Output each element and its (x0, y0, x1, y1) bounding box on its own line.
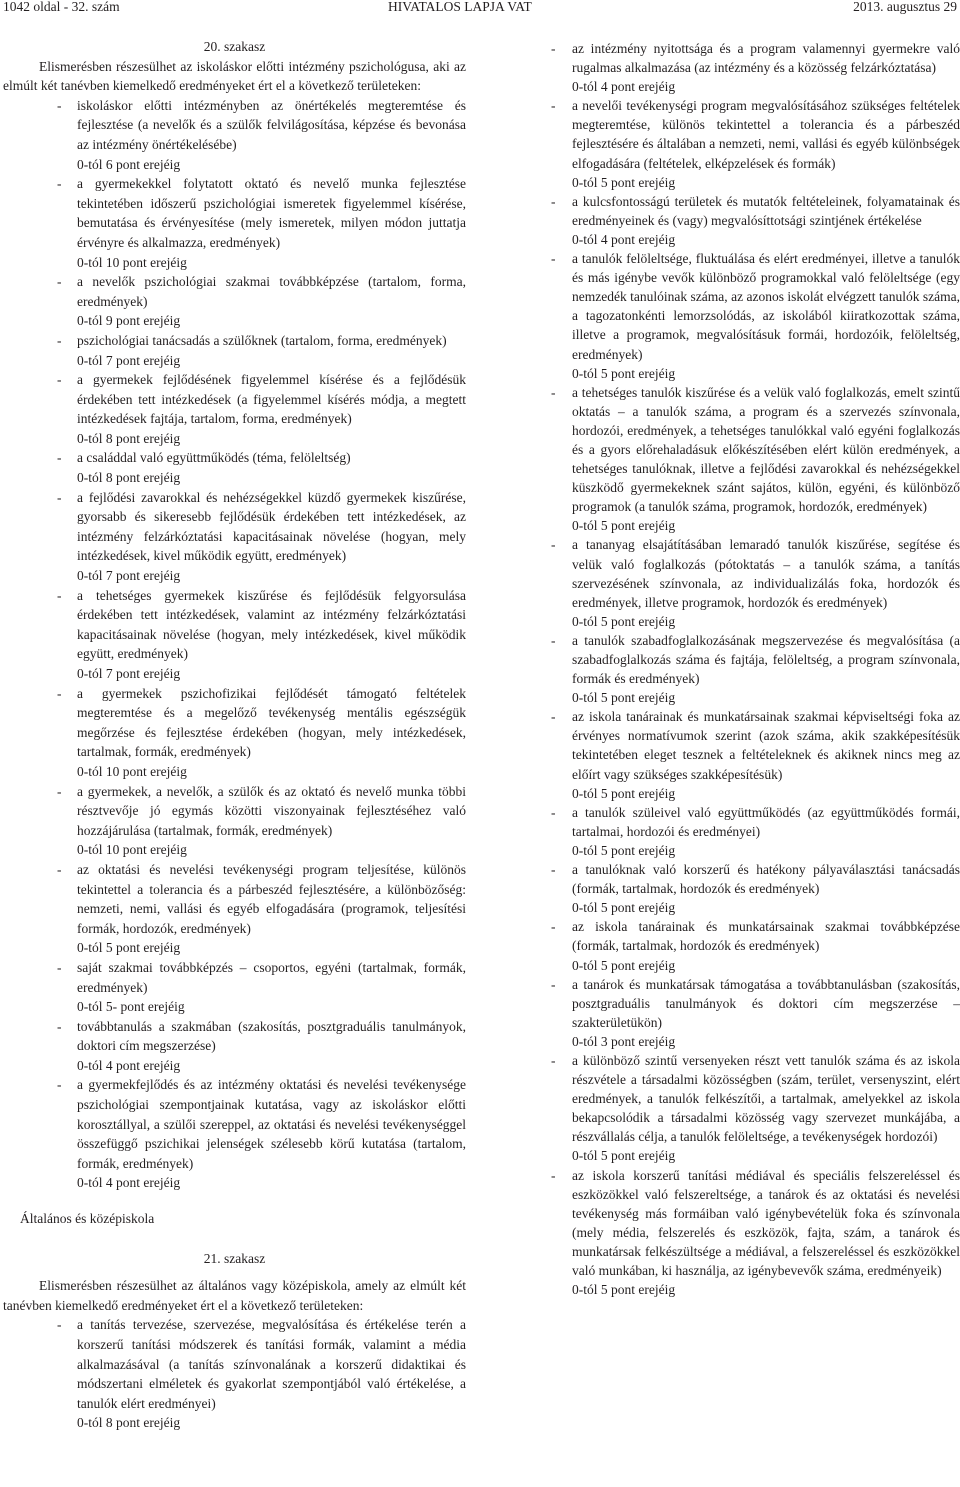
list-item-text: a tehetséges tanulók kiszűrése és a velük való foglalkozás, emelt szintű oktatás – a tanulók száma, a program és a szervezés színvonala, hordozói, eredmények, a tehetséges tanulókkal való egyéni foglalkozás és a gyors előrehaladásuk előkészítésében elért külön eredmények, a tehetséges tanulóknak, illetve a fejlődési zavarokkal és nehézségekkel küszködő gyermekeknek szánt sajátos, külön, egyéni, és különböző programok (a tanulók száma, programok, hordozók, eredmények) (572, 384, 960, 515)
subheading: Általános és középiskola (20, 1211, 155, 1227)
score-line: 0-tól 8 pont erejéig (77, 470, 181, 486)
list-item-text: a tanulók szüleivel való együttműködés (az együttműködés formái, tartalmai, hordozói és eredményei) (572, 804, 960, 839)
list-item (493, 1166, 960, 1281)
list-item (3, 96, 466, 155)
list-dash: - (57, 861, 62, 877)
list-item-text: a gyermekek fejlődésének figyelemmel kísérése és a fejlődésük érdekében tett intézkedések (a figyelemmel kísérés módja, a megtett intézkedések fajtája, tartalom, forma, eredmények) (77, 372, 466, 427)
list-dash: - (551, 976, 556, 992)
section-20-list (3, 96, 466, 1193)
list-dash: - (551, 251, 556, 267)
right-list (493, 39, 960, 1299)
page-header (0, 0, 960, 14)
list-dash: - (57, 587, 62, 603)
score-line: 0-tól 9 pont erejéig (77, 313, 181, 329)
score-line: 0-tól 3 pont erejéig (572, 1033, 676, 1049)
list-item (493, 249, 960, 364)
list-item (493, 192, 960, 230)
score-line: 0-tól 5 pont erejéig (572, 365, 676, 381)
score-line: 0-tól 6 pont erejéig (77, 156, 181, 172)
list-dash: - (57, 1077, 62, 1093)
score-line: 0-tól 10 pont erejéig (77, 842, 187, 858)
list-dash: - (551, 41, 556, 56)
list-dash: - (57, 372, 62, 388)
list-item (493, 803, 960, 841)
list-item-text: a családdal való együttműködés (téma, felöleltség) (77, 450, 351, 466)
score-line: 0-tól 5 pont erejéig (572, 690, 676, 706)
score-line: 0-tól 5- pont erejéig (77, 999, 185, 1015)
list-item-text: az intézmény nyitottsága és a program valamennyi gyermekre való rugalmas alkalmazása (az intézmény és a közösség felzárkóztatása) (572, 41, 960, 76)
page-number: 1042 oldal - 32. szám (3, 0, 120, 14)
list-item (3, 448, 466, 468)
score-line: 0-tól 10 pont erejéig (77, 254, 187, 270)
list-dash: - (57, 1018, 62, 1034)
section-21-intro: Elismerésben részesülhet az általános vagy középiskola, amely az elmúlt két tanévben kiemelkedő eredményeket ért el a következő területeken: (3, 1278, 466, 1313)
list-dash: - (551, 537, 556, 553)
list-dash: - (57, 685, 62, 701)
list-dash: - (551, 193, 556, 209)
list-item (493, 917, 960, 955)
list-item (493, 383, 960, 517)
list-item-text: a tanárok és munkatársak támogatása a továbbtanulásban (szakosítás, posztgraduális tanulmányok és doktori cím megszerzése – szakterületükön) (572, 976, 960, 1030)
list-item-text: a különböző szintű versenyeken részt vett tanulók száma és az iskola részvétele a társadalmi közösségben (szám, terület, versenyszint, elért eredmények, a tanulók felkészítői, a tartalmak, amelyekkel az iskola bekapcsolódik a társadalmi közösség vagy szervezet munkájába, a részvállalás célja, a tanulók felöleltsége, a tevékenységek hordozói) (572, 1052, 960, 1145)
list-item (493, 707, 960, 783)
list-item (3, 331, 466, 351)
score-line: 0-tól 5 pont erejéig (572, 518, 676, 534)
list-dash: - (57, 959, 62, 975)
score-line: 0-tól 5 pont erejéig (572, 957, 676, 973)
list-item-text: az iskola tanárainak és munkatársainak szakmai képviseltségi foka az érvényes normatívumok szerint (azok száma, akik szakképesítésük tekintetében eleget tesznek a feltételeknek és akiknek nincs meg az előírt vagy szükséges szakképesítésük) (572, 709, 960, 782)
list-item (3, 272, 466, 311)
list-dash: - (57, 450, 62, 466)
list-item-text: saját szakmai továbbképzés – csoportos, egyéni (tartalmak, formák, eredmények) (77, 959, 466, 995)
list-dash: - (551, 384, 556, 400)
list-item (3, 860, 466, 938)
score-line: 0-tól 7 pont erejéig (77, 568, 181, 584)
list-dash: - (57, 332, 62, 348)
list-item-text: pszichológiai tanácsadás a szülőknek (tartalom, forma, eredmények) (77, 332, 447, 348)
list-dash: - (551, 709, 556, 725)
list-item-text: a tanulók felöleltsége, fluktuálása és elért eredményei, illetve a tanulók és más igénybe vevők különböző programokkal való felöleltsége (egy nemzedék tanulóinak száma, az azonos iskolát elvégzett tanulók száma, a tagozatonkénti lemorzsolódás, az iskolából kiiratkozottak száma, illetve a programok, megvalósításuk formái, hordozóik, felöleltség, eredmények) (572, 251, 960, 362)
list-item-text: a tanulóknak való korszerű és hatékony pályaválasztási tanácsadás (formák, tartalmak, hordozók és eredmények) (572, 862, 960, 897)
list-dash: - (551, 919, 556, 935)
list-item-text: a tanulók szabadfoglalkozásának megszervezése és megvalósítása (a szabadfoglalkozás száma és fajtája, felöleltség, a program színvonala, formák és eredmények) (572, 632, 960, 687)
list-item (493, 39, 960, 77)
list-item (3, 586, 466, 664)
list-item-text: az oktatási és nevelési tevékenységi program teljesítése, különös tekintettel a tolerancia és a párbeszéd fejlesztésére, a különbözőség: nemzeti, nemi, vallási és egyéb elfogadására (programok, teljesítési formák, hordozók, eredmények) (77, 861, 466, 936)
list-item (3, 488, 466, 566)
score-line: 0-tól 5 pont erejéig (572, 1282, 676, 1298)
list-item-text: a tananyag elsajátításában lemaradó tanulók kiszűrése, segítése és velük való foglalkozás (pótoktatás – a tanulók száma, a tanítás szervezésének színvonala, az individualizálás foka, hordozók és eredmények, illetve programok, hordozók és eredmények) (572, 537, 960, 610)
list-item-text: a gyermekekkel folytatott oktató és nevelő munka fejlesztése tekintetében időszerű pszichológiai ismeretek figyelemmel kísérése, bemutatása és érvényesítése (mely ismeretek, milyen módon juttatja érvényre és alkalmazza, eredmények) (77, 176, 466, 250)
score-line: 0-tól 7 pont erejéig (77, 352, 181, 368)
score-line: 0-tól 5 pont erejéig (572, 613, 676, 629)
list-item (3, 1315, 466, 1413)
right-column (493, 39, 960, 1299)
list-item-text: a tehetséges gyermekek kiszűrése és fejlődésük felgyorsulása érdekében tett intézkedések, valamint az intézmény felzárkóztatási kapacitásainak növelése (hogyan, mely intézkedések, kivel működik együtt, eredmények) (77, 587, 466, 662)
list-item-text: a fejlődési zavarokkal és nehézségekkel küzdő gyermekek kiszűrése, gyorsabb és sikeresebb fejlődésük érdekében tett intézkedések, az intézmény felzárkóztatási kapacitásainak növelése (hogyan, mely intézkedések, kivel működik együtt, eredmények) (77, 489, 466, 564)
list-dash: - (57, 1317, 62, 1333)
score-line: 0-tól 4 pont erejéig (77, 1057, 181, 1073)
score-line: 0-tól 5 pont erejéig (572, 174, 676, 190)
list-item-text: a kulcsfontosságú területek és mutatók feltételeinek, folyamatainak és eredményeinek és (vagy) megvalósíttotsági szintjének értékelése (572, 193, 960, 228)
section-21-list (3, 1315, 466, 1433)
score-line: 0-tól 5 pont erejéig (572, 1148, 676, 1164)
list-item-text: az iskola korszerű tanítási médiával és speciális felszereléssel és eszközökkel való felszereltsége, a tanárok és az oktatási és nevelési tevékenység más formáiban való igénybevételük foka és színvonala (mely média, felszerelés és eszközök, fajta, szám, a tanárok és munkatársak felkészültsége a médiával, a felszereléssel és eszközökkel való munkában, ki használja, az igénybevevők száma, eredményeik) (572, 1167, 960, 1278)
list-item (3, 174, 466, 252)
list-dash: - (57, 176, 62, 192)
score-line: 0-tól 5 pont erejéig (572, 785, 676, 801)
section-20-title: 20. szakasz (203, 39, 266, 54)
list-item (3, 684, 466, 762)
list-item (493, 96, 960, 172)
left-column (3, 37, 466, 1433)
list-dash: - (57, 489, 62, 505)
list-item-text: a gyermekfejlődés és az intézmény oktatási és nevelési tevékenysége pszichológiai szempontjainak kutatása, vagy az iskoláskor előtti korosztállyal, a szülői szereppel, az oktatási és nevelési tevékenységgel összefüggő pszichikai jelenségek szélesebb körű kutatása (tartalom, formák, eredmények) (77, 1077, 466, 1171)
list-item (3, 1017, 466, 1056)
score-line: 0-tól 10 pont erejéig (77, 763, 187, 779)
list-dash: - (57, 783, 62, 799)
list-item (3, 1075, 466, 1173)
list-dash: - (551, 1052, 556, 1068)
list-item-text: iskoláskor előtti intézményben az önértékelés megteremtése és fejlesztése (a nevelők és a szülők felvilágosítása, képzése és bevonása az intézmény önértékelésébe) (77, 97, 466, 152)
score-line: 0-tól 5 pont erejéig (572, 900, 676, 916)
score-line: 0-tól 4 pont erejéig (572, 79, 676, 95)
list-item (3, 958, 466, 997)
section-20-intro: Elismerésben részesülhet az iskoláskor előtti intézmény pszichológusa, aki az elmúlt két tanévben kiemelkedő eredményeket ért el a következő területeken: (3, 58, 466, 94)
score-line: 0-tól 7 pont erejéig (77, 666, 181, 681)
list-item-text: a gyermekek pszichofizikai fejlődését támogató feltételek megteremtése és a megelőző tevékenység mentális egészségük megőrzése és fejlesztése érdekében (hogyan, mely intézkedések, tartalmak, formák, eredmények) (77, 685, 466, 760)
list-dash: - (551, 804, 556, 820)
list-item (493, 1051, 960, 1146)
list-dash: - (551, 98, 556, 114)
list-item-text: a nevelői tevékenységi program megvalósításához szükséges feltételek megteremtése, különös tekintettel a tolerancia és a párbeszéd fejlesztésére és általában a nemzeti, nemi, vallási és egyéb különbségek elfogadására (feltételek, elképzelések és formák) (572, 98, 960, 171)
publication-title: HIVATALOS LAPJA VAT (388, 0, 532, 14)
section-21-title: 21. szakasz (203, 1250, 266, 1266)
list-dash: - (551, 1167, 556, 1183)
list-dash: - (57, 274, 62, 290)
list-item (493, 975, 960, 1032)
list-item (493, 535, 960, 611)
list-item (3, 782, 466, 841)
score-line: 0-tól 5 pont erejéig (77, 940, 181, 956)
list-item-text: továbbtanulás a szakmában (szakosítás, posztgraduális tanulmányok, doktori cím megszerzése) (77, 1018, 466, 1054)
score-line: 0-tól 5 pont erejéig (572, 842, 676, 858)
list-item-text: a tanítás tervezése, szervezése, megvalósítása és értékelése terén a korszerű tanítási módszerek és tanítási formák, valamint a média alkalmazásával (a tanítás színvonalának a korszerű didaktikai és módszertani elméletek és gyakorlat szempontjából való értékelése, a tanulók elért eredményei) (77, 1317, 466, 1411)
list-dash: - (551, 862, 556, 878)
list-item (3, 370, 466, 429)
score-line: 0-tól 4 pont erejéig (572, 231, 676, 247)
list-dash: - (57, 97, 62, 113)
list-item-text: a nevelők pszichológiai szakmai továbbképzése (tartalom, forma, eredmények) (77, 274, 466, 309)
list-item-text: a gyermekek, a nevelők, a szülők és az oktató és nevelő munka többi résztvevője jó egymás közötti viszonyainak fejlesztéséhez való hozzájárulása (tartalmak, formák, eredmények) (77, 783, 466, 838)
list-dash: - (551, 632, 556, 648)
list-item (493, 860, 960, 898)
list-item-text: az iskola tanárainak és munkatársainak szakmai továbbképzése (formák, tartalmak, hordozók és eredmények) (572, 919, 960, 954)
score-line: 0-tól 8 pont erejéig (77, 1415, 181, 1431)
list-item (493, 631, 960, 688)
score-line: 0-tól 4 pont erejéig (77, 1175, 181, 1191)
publication-date: 2013. augusztus 29 (853, 0, 957, 14)
score-line: 0-tól 8 pont erejéig (77, 430, 181, 446)
